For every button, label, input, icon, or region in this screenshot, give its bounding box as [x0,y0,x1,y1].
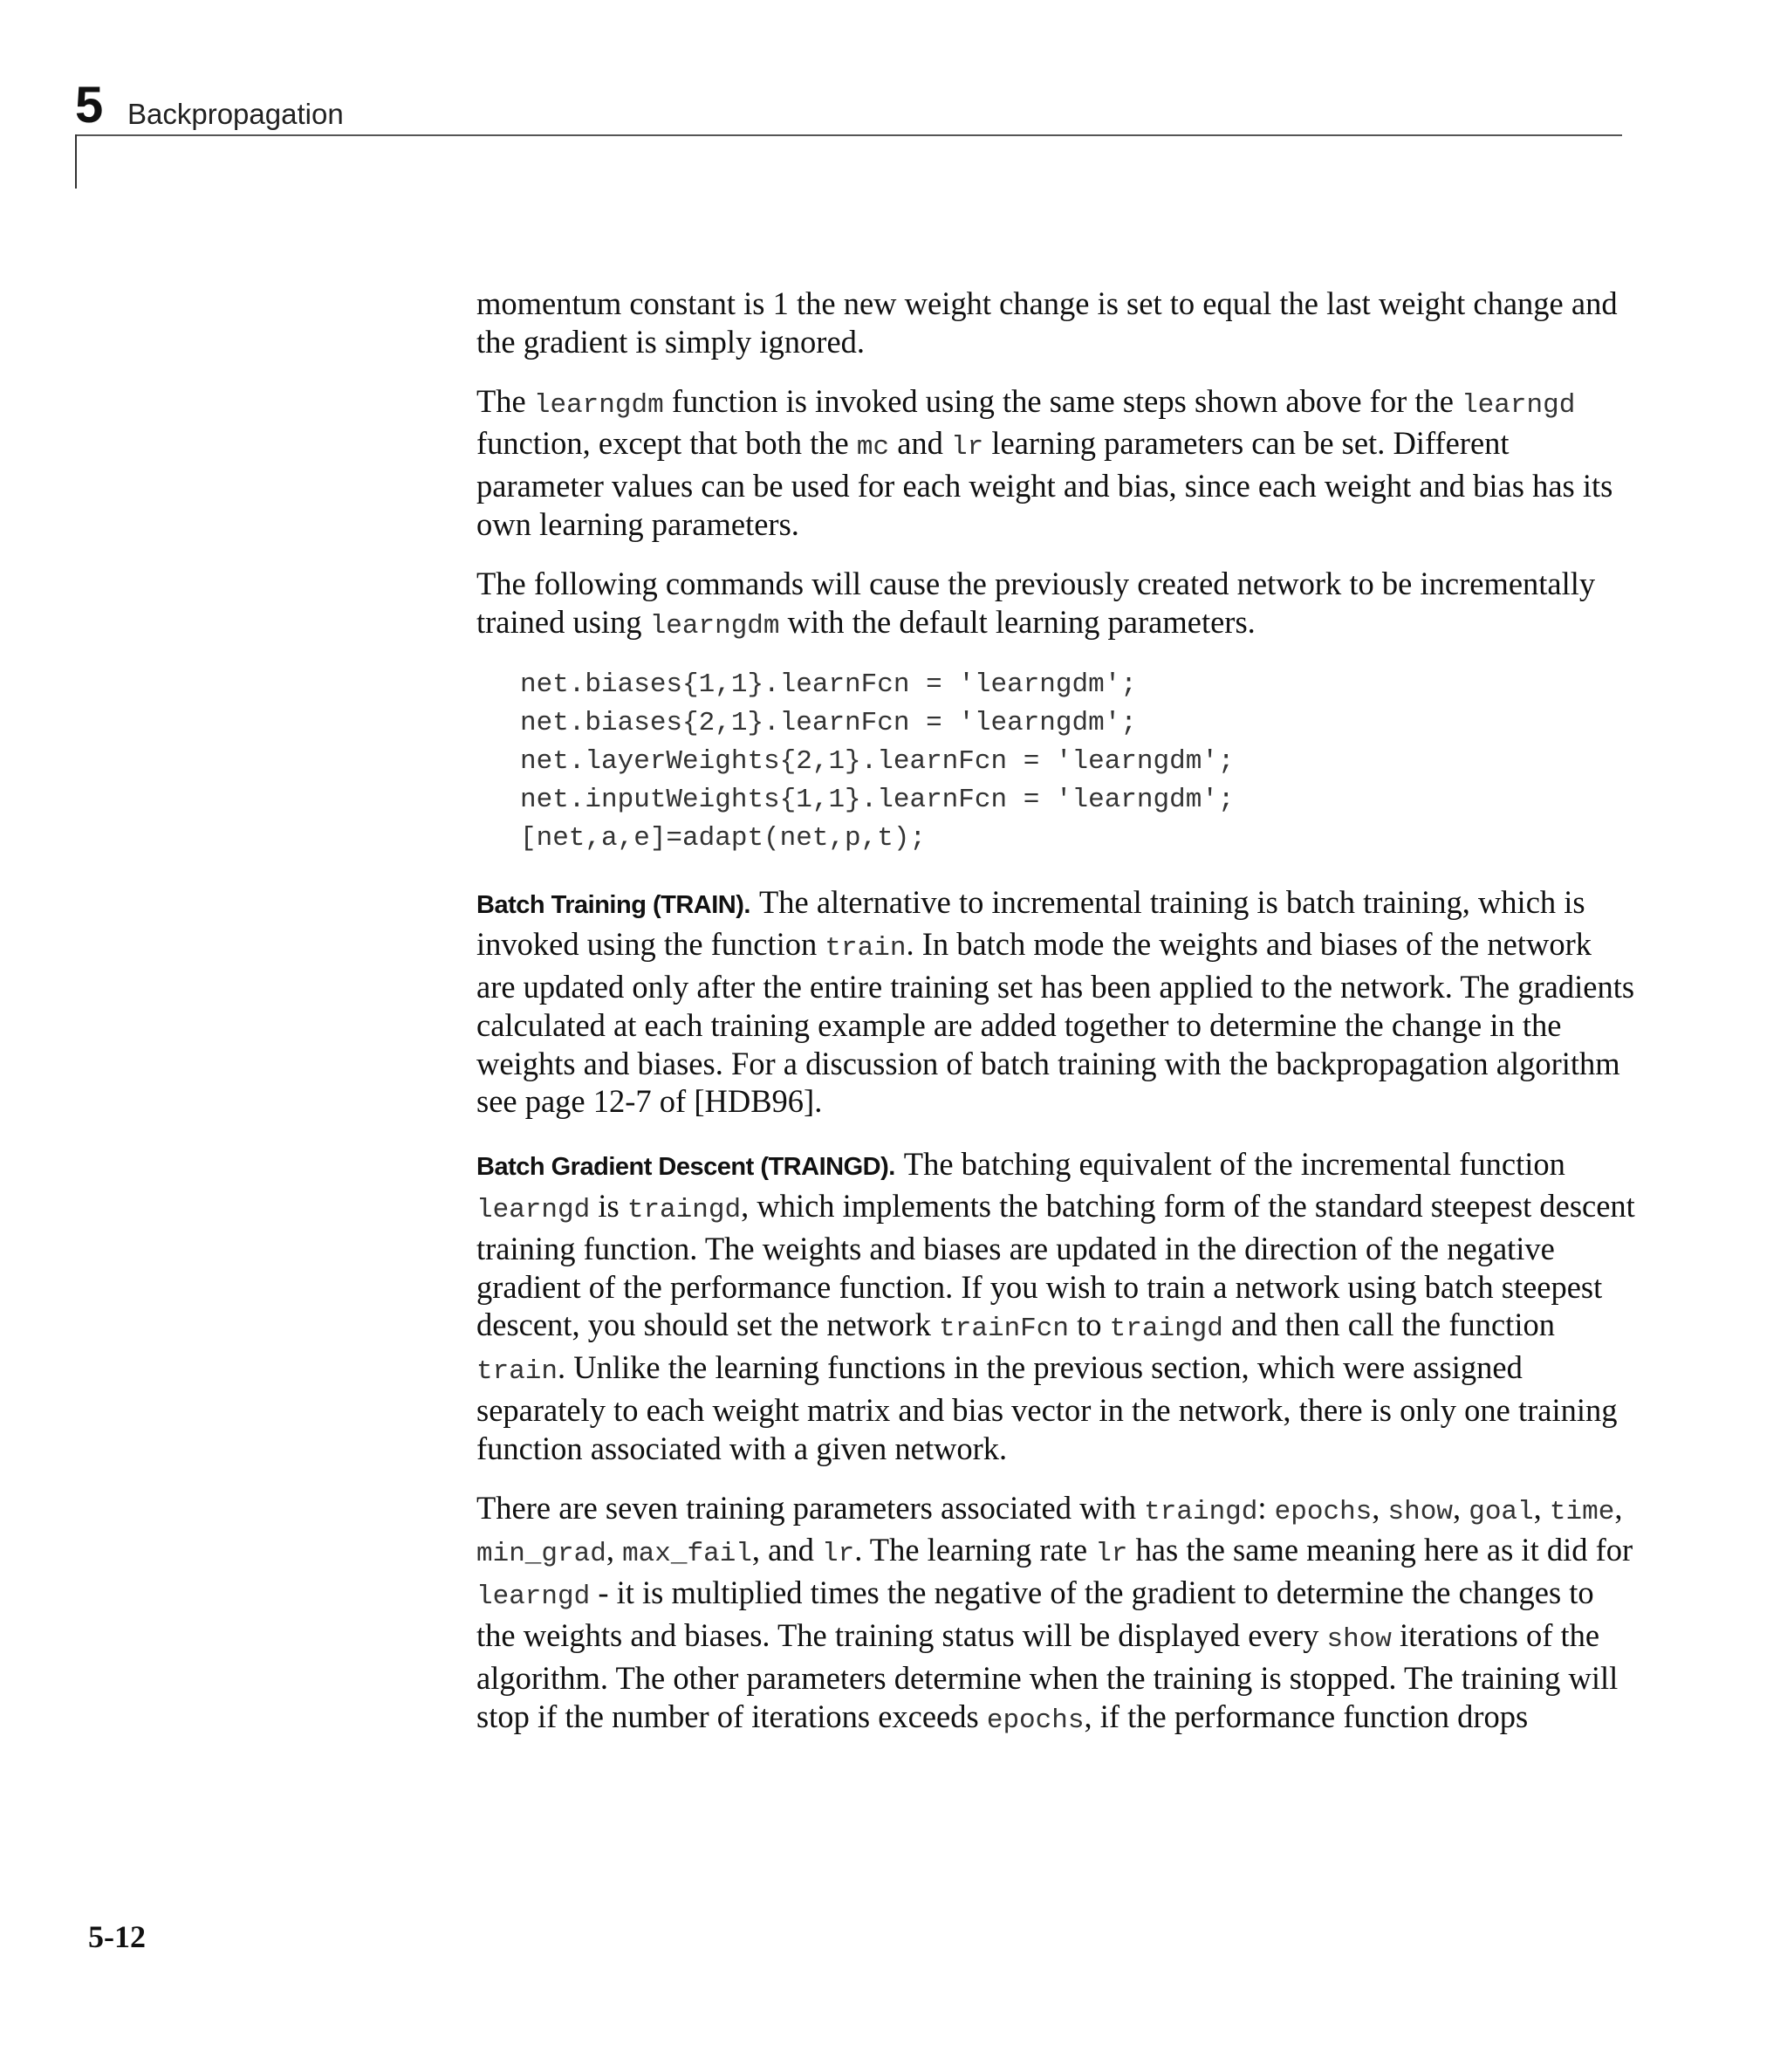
chapter-number: 5 [75,77,104,134]
runin-heading-traingd: Batch Gradient Descent (TRAINGD). [476,1153,895,1182]
p6-code-min-grad: min_grad [476,1539,606,1570]
code-line: [net,a,e]=adapt(net,p,t); [520,822,927,854]
p6-text-9: . The learning rate [854,1532,1096,1568]
p6-text-1: There are seven training parameters associated with [476,1489,1145,1526]
code-line: net.layerWeights{2,1}.learnFcn = 'learngdm'; [520,745,1235,777]
p6-code-epochs: epochs [1274,1496,1373,1527]
chapter-title: Backpropagation [127,98,344,130]
header-tick [75,134,77,189]
page-number: 5-12 [88,1919,146,1954]
p3-text-1: The following commands will cause the previously created network to be incrementally trained using [476,565,1596,640]
p5-code-learngd: learngd [476,1194,591,1225]
p6-text-11: - it is multiplied times the negative of the gradient to determine the changes to the weights and biases. The training status will be displayed every [476,1575,1594,1653]
p5-code-trainfcn: trainFcn [939,1314,1069,1345]
paragraph-1-text: momentum constant is 1 the new weight change is set to equal the last weight change and the gradient is simply ignored. [476,285,1618,360]
p4-text-1: The alternative to incremental training is batch training, which is invoked using the function [476,884,1585,963]
p2-code-lr: lr [951,432,984,463]
p6-text-12: iterations of the algorithm. The other parameters determine when the training is stopped. The training will stop if the number of iterations exceeds [476,1616,1619,1734]
p6-code-lr: lr [821,1539,855,1570]
p5-text-6: . Unlike the learning functions in the previous section, which were assigned separately to each weight matrix and bias vector in the network, there is only one training function associated with a given network. [476,1349,1618,1466]
p2-text-4: and [889,425,952,462]
p5-code-traingd: traingd [626,1194,742,1225]
p6-code-epochs-2: epochs [986,1705,1085,1736]
p2-code-learngdm: learngdm [533,389,664,421]
page-content [476,285,1637,1760]
paragraph-training-parameters [476,1489,1637,1740]
p6-text-2: : [1257,1489,1275,1526]
p6-code-time: time [1549,1496,1615,1527]
p6-text-3: , [1372,1489,1388,1526]
p4-code-train: train [825,933,907,964]
p5-code-traingd-2: traingd [1109,1314,1223,1345]
p6-text-8: , and [751,1532,822,1568]
p6-text-4: , [1452,1489,1469,1526]
p6-code-traingd: traingd [1144,1496,1258,1527]
p6-code-goal: goal [1469,1496,1534,1527]
p6-code-max-fail: max_fail [622,1539,752,1570]
p5-text-1: The batching equivalent of the incremental function [903,1146,1565,1183]
paragraph-2 [476,382,1637,544]
code-line: net.inputWeights{1,1}.learnFcn = 'learngdm'; [520,784,1235,815]
paragraph-batch-training [476,883,1637,1121]
paragraph-1 [476,285,1637,361]
p5-text-4: to [1069,1307,1110,1343]
p2-text-5: learning parameters can be set. Different parameter values can be used for each weight and bias, since each weight and bias has its own learning parameters. [476,425,1613,542]
p5-text-5: and then call the function [1222,1307,1555,1343]
p4-text-2: . In batch mode the weights and biases of the network are updated only after the entire training set has been applied to the network. The gradients calculated at each training example are added together to determine the change in the weights and biases. For a discussion of batch training with the backpropagation algorithm see page 12-7 of [HDB96]. [476,926,1635,1120]
code-line: net.biases{2,1}.learnFcn = 'learngdm'; [520,708,1137,739]
p2-text-1: The [476,382,534,419]
p6-code-lr-2: lr [1095,1539,1128,1570]
p3-code-learngdm: learngdm [649,610,780,641]
header-rule [75,134,1622,136]
p6-text-5: , [1533,1489,1550,1526]
p6-text-10: has the same meaning here as it did for [1127,1532,1633,1568]
runin-heading-batch-training: Batch Training (TRAIN). [476,891,750,920]
p6-code-show: show [1387,1496,1453,1527]
p2-code-learngd: learngd [1462,389,1576,421]
p3-text-2: with the default learning parameters. [779,603,1256,640]
p5-text-3: , which implements the batching form of the standard steepest descent training function. The weights and biases are updated in the direction of the negative gradient of the performance function. If you wish to train a network using batch steepest descent, you should set the network [476,1187,1635,1343]
p2-code-mc: mc [856,432,890,463]
p6-code-show-2: show [1326,1623,1392,1655]
p6-text-6: , [1614,1489,1623,1526]
p6-text-13: , if the performance function drops [1084,1698,1529,1734]
p2-text-2: function is invoked using the same steps shown above for the [663,382,1462,419]
p2-text-3: function, except that both the [476,425,857,462]
p5-code-train: train [476,1356,558,1388]
p5-text-2: is [590,1187,627,1224]
code-block [520,666,1637,857]
code-line: net.biases{1,1}.learnFcn = 'learngdm'; [520,669,1137,701]
p6-code-learngd: learngd [476,1581,591,1613]
paragraph-3 [476,565,1637,646]
paragraph-batch-gradient-descent [476,1145,1637,1467]
p6-text-7: , [606,1532,623,1568]
